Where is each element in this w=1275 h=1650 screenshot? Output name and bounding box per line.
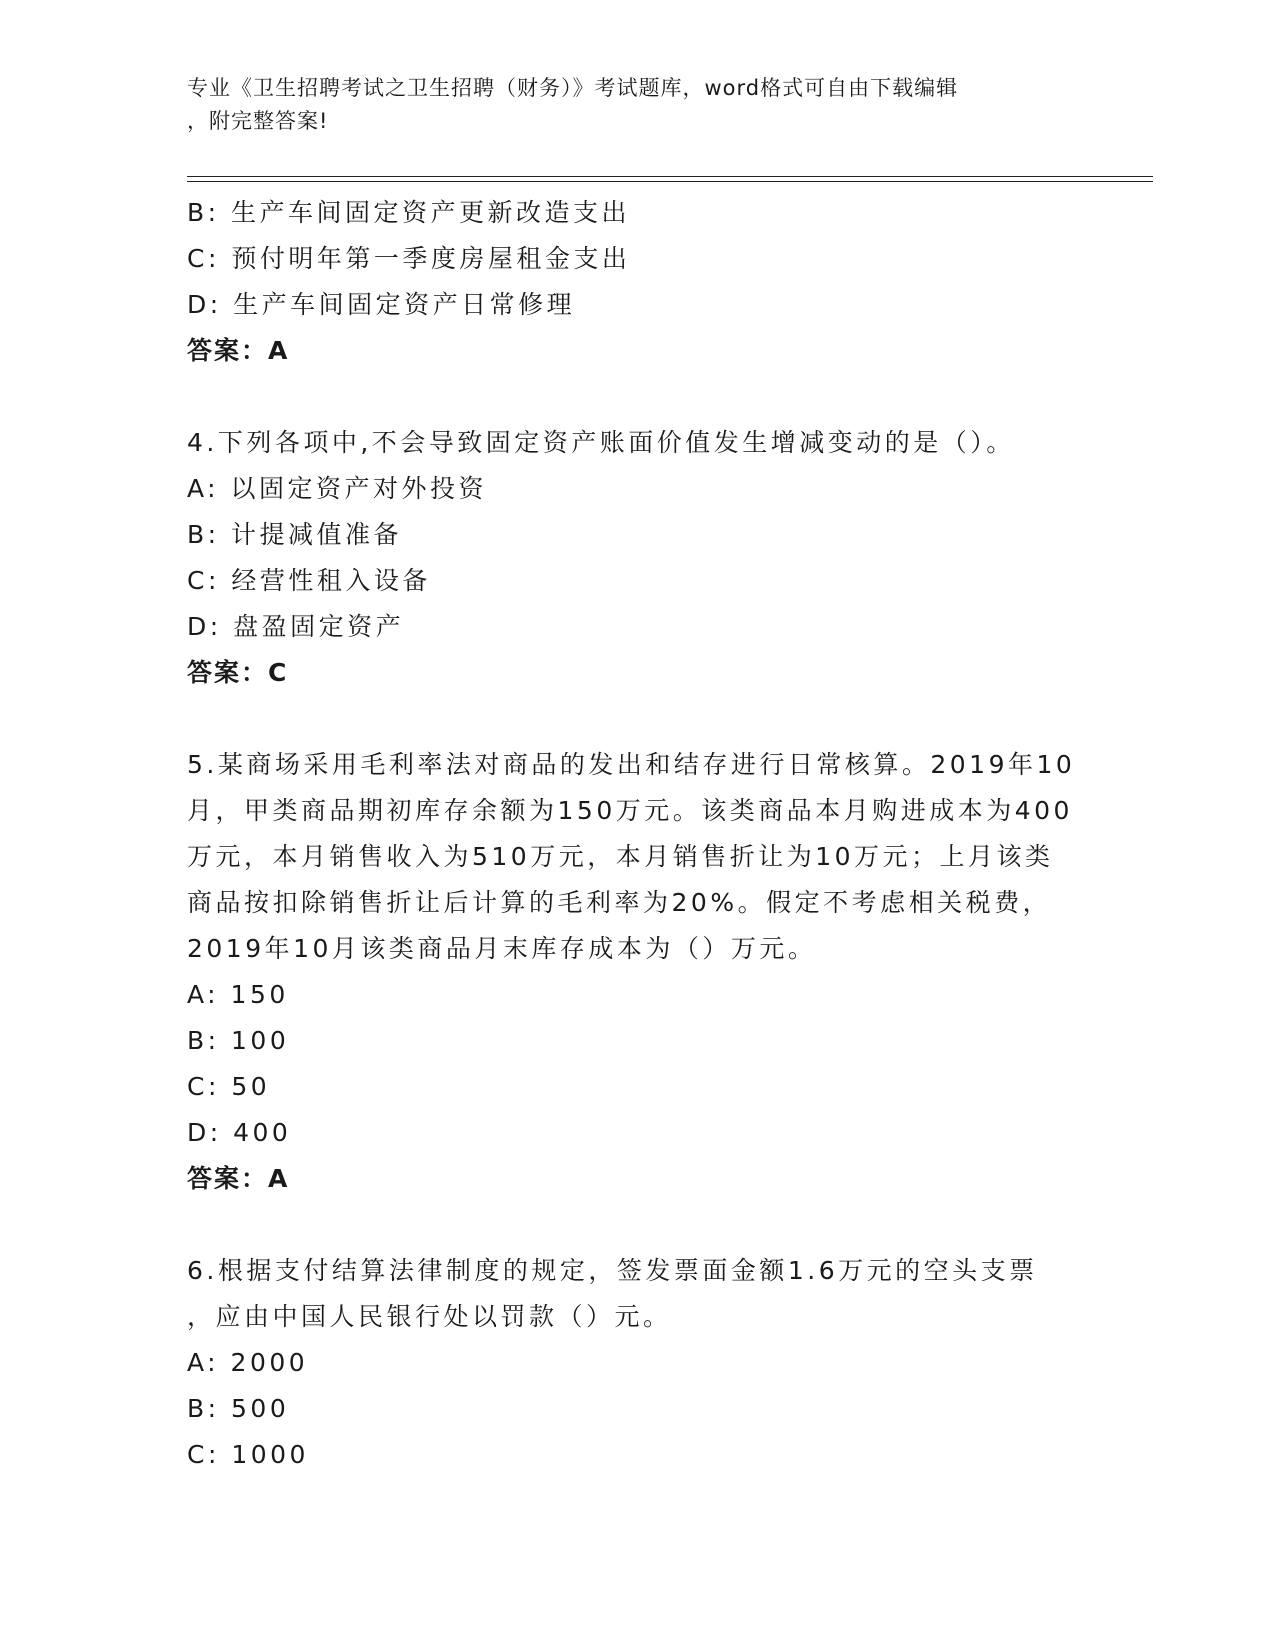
q5-option-d: D: 400	[187, 1118, 292, 1147]
q5-stem-line-4: 商品按扣除销售折让后计算的毛利率为20%。假定不考虑相关税费，	[187, 888, 1052, 917]
q4-option-c: C: 经营性租入设备	[187, 566, 431, 595]
q5-stem-line-5: 2019年10月该类商品月末库存成本为（）万元。	[187, 934, 817, 963]
header-divider-top	[187, 176, 1153, 177]
header-divider-bottom	[187, 181, 1153, 182]
q3-option-d: D: 生产车间固定资产日常修理	[187, 290, 576, 319]
header-line-2: ，附完整答案!	[187, 109, 329, 133]
q5-stem-line-2: 月，甲类商品期初库存余额为150万元。该类商品本月购进成本为400	[187, 796, 1073, 825]
spacer	[187, 696, 1087, 742]
q5-stem-line-1: 5.某商场采用毛利率法对商品的发出和结存进行日常核算。2019年10	[187, 750, 1076, 779]
q3-option-b: B: 生产车间固定资产更新改造支出	[187, 198, 631, 227]
q5-option-b: B: 100	[187, 1026, 290, 1055]
q5-answer: 答案：A	[187, 1164, 290, 1193]
q3-option-c: C: 预付明年第一季度房屋租金支出	[187, 244, 631, 273]
q4-option-d: D: 盘盈固定资产	[187, 612, 405, 641]
q6-option-c: C: 1000	[187, 1440, 309, 1469]
q3-answer: 答案：A	[187, 336, 290, 365]
question-6	[187, 1248, 1087, 1478]
q6-option-a: A: 2000	[187, 1348, 309, 1377]
q6-stem-line-2: ，应由中国人民银行处以罚款（）元。	[187, 1302, 672, 1331]
header-line-1: 专业《卫生招聘考试之卫生招聘（财务）》考试题库，word格式可自由下载编辑	[187, 76, 959, 100]
q4-option-a: A: 以固定资产对外投资	[187, 474, 488, 503]
question-4	[187, 420, 1087, 696]
document-header	[187, 72, 1067, 138]
q5-option-c: C: 50	[187, 1072, 271, 1101]
q6-stem-line-1: 6.根据支付结算法律制度的规定，签发票面金额1.6万元的空头支票	[187, 1256, 1038, 1285]
q6-option-b: B: 500	[187, 1394, 290, 1423]
q4-stem: 4.下列各项中,不会导致固定资产账面价值发生增减变动的是（）。	[187, 428, 1015, 457]
q4-answer: 答案：C	[187, 658, 289, 687]
q5-stem-line-3: 万元，本月销售收入为510万元，本月销售折让为10万元；上月该类	[187, 842, 1054, 871]
question-5	[187, 742, 1087, 1202]
question-content	[187, 190, 1087, 1478]
q5-option-a: A: 150	[187, 980, 289, 1009]
q4-option-b: B: 计提减值准备	[187, 520, 403, 549]
spacer	[187, 374, 1087, 420]
spacer	[187, 1202, 1087, 1248]
question-3	[187, 190, 1087, 374]
